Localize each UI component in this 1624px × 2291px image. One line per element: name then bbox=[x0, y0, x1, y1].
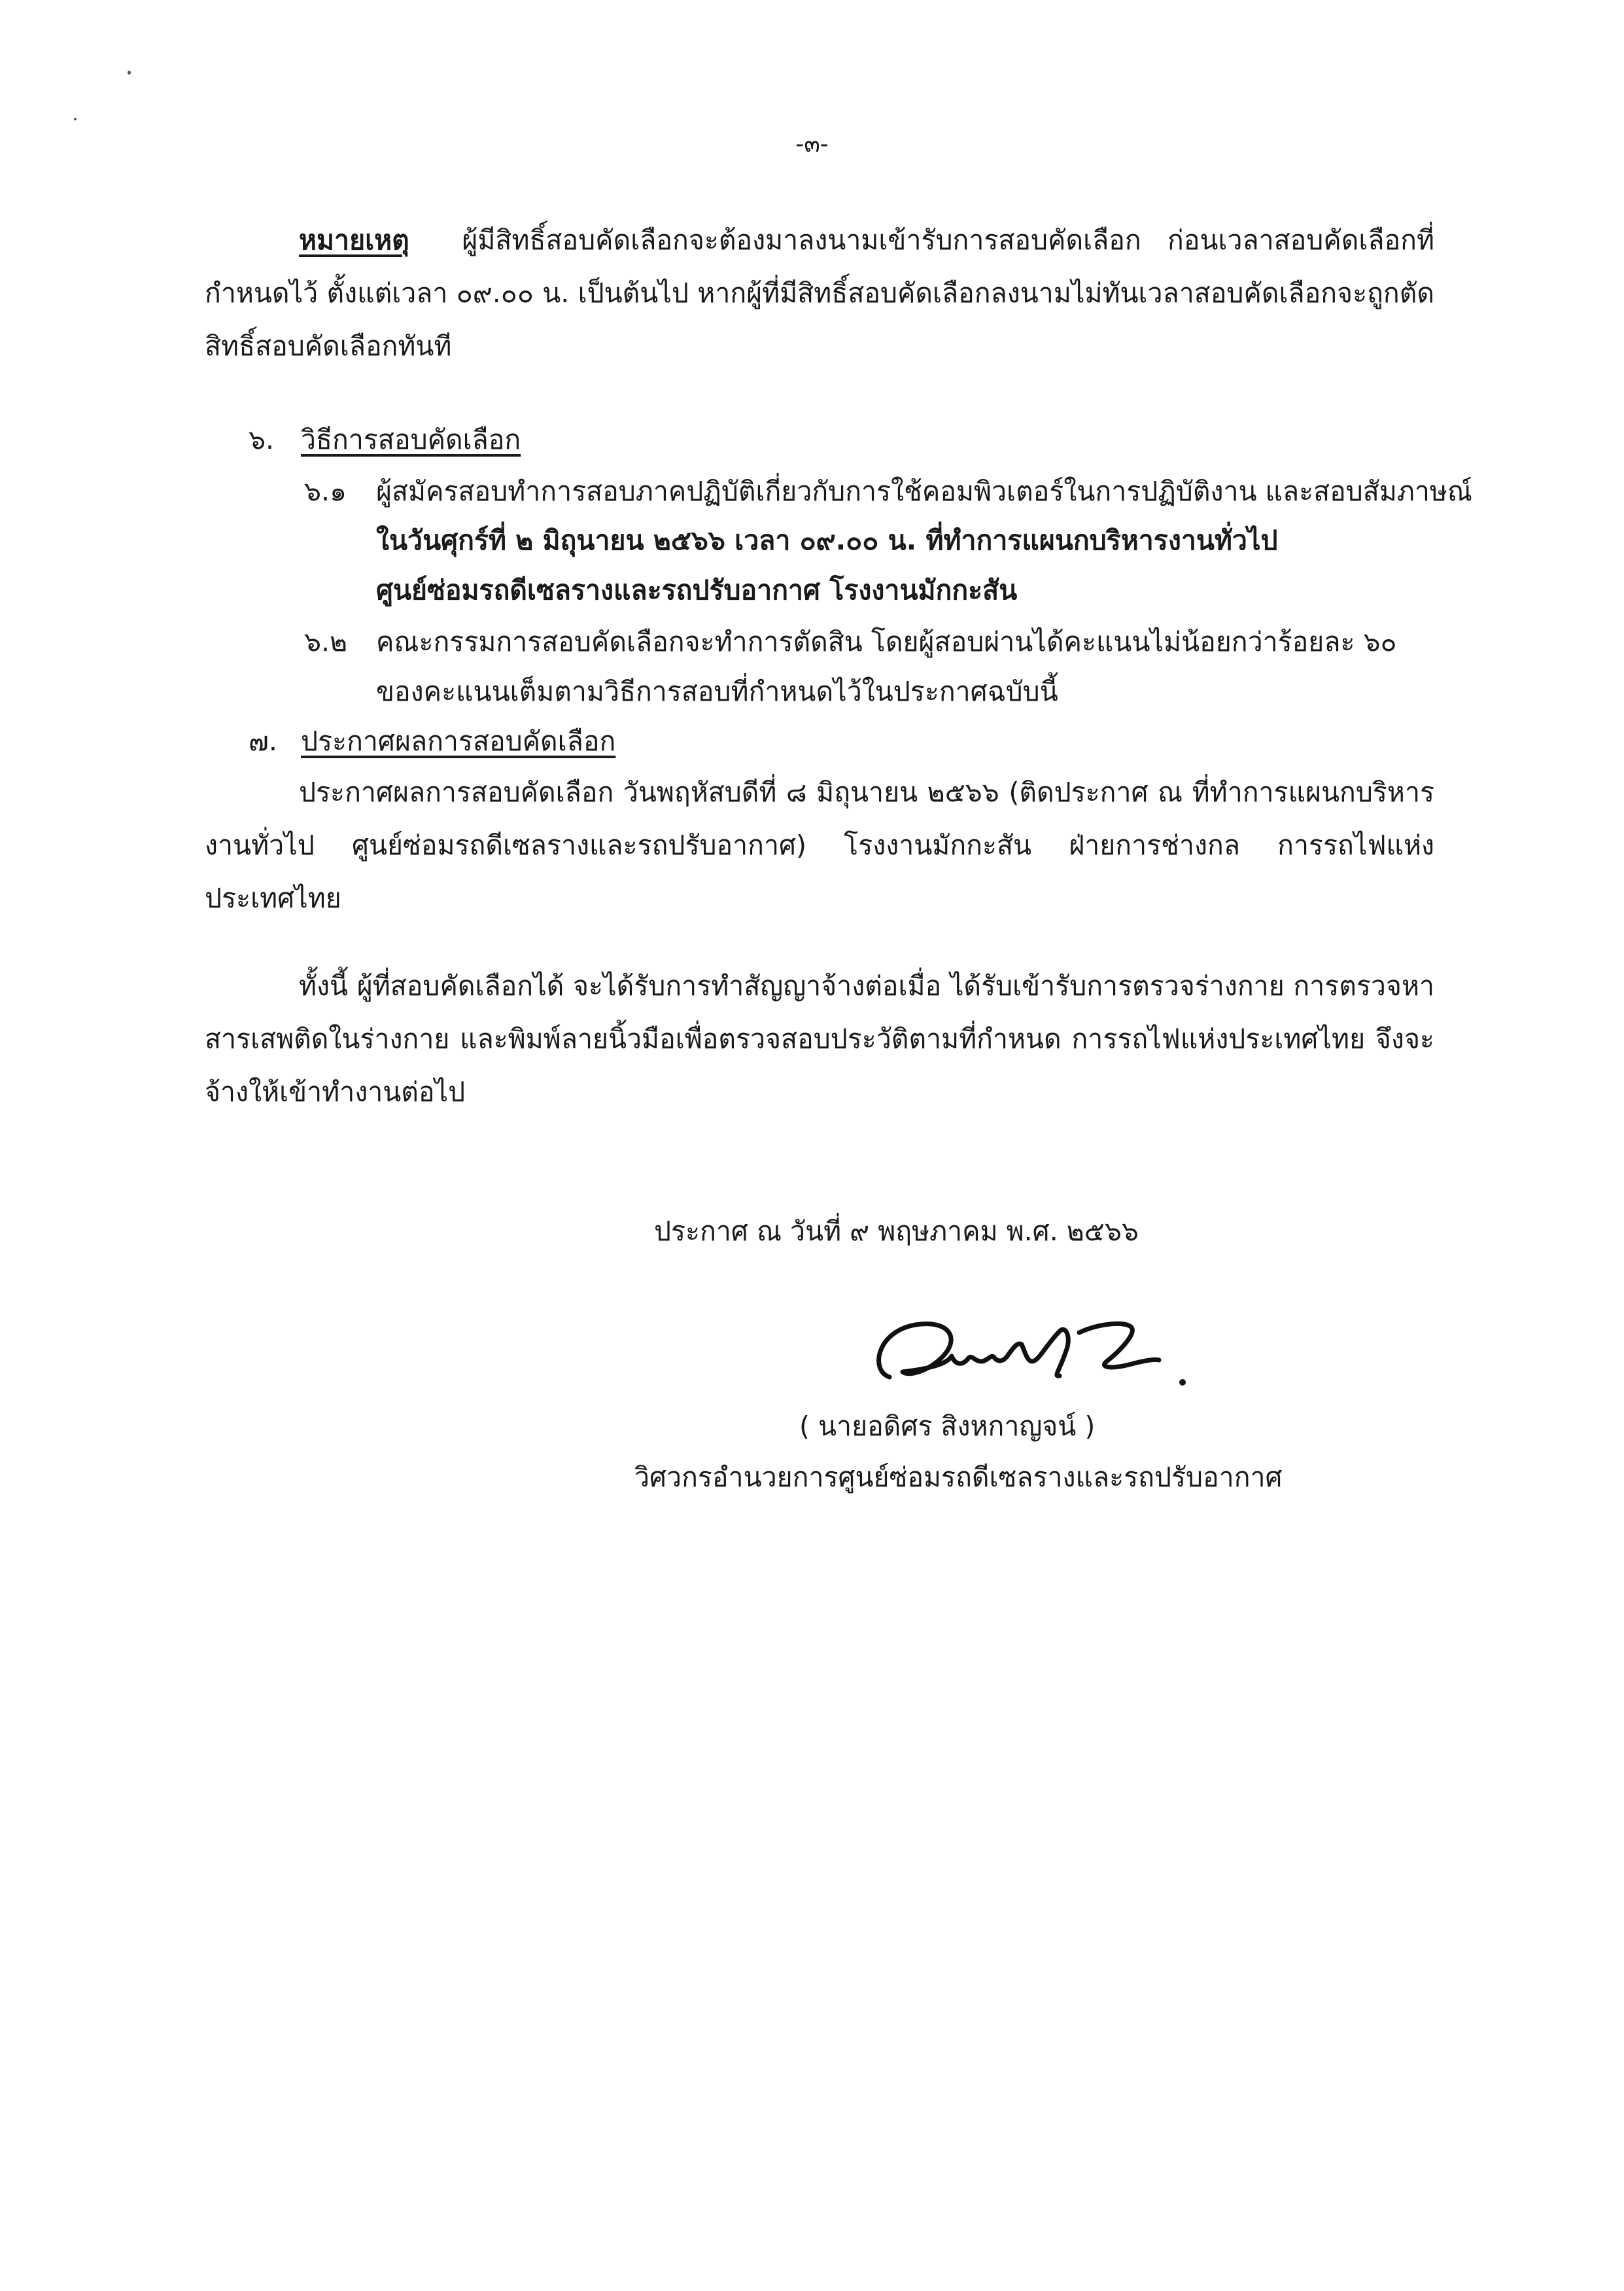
item-6-1 bbox=[304, 465, 1472, 518]
note-paragraph bbox=[205, 214, 1434, 373]
item-6-1-text: ผู้สมัครสอบทำการสอบภาคปฏิบัติเกี่ยวกับการใช้คอมพิวเตอร์ในการปฏิบัติงาน และสอบสัมภาษณ์ bbox=[376, 476, 1472, 507]
section-7-text: ประกาศผลการสอบคัดเลือก วันพฤหัสบดีที่ ๘ มิถุนายน ๒๕๖๖ (ติดประกาศ ณ ที่ทำการแผนกบริหารงานทั่วไป ศูนย์ซ่อมรถดีเซลรางและรถปรับอากาศ) โรงงานมักกะสัน ฝ่ายการช่างกล การรถไฟแห่งประเทศไทย bbox=[205, 777, 1434, 914]
section-7-heading bbox=[249, 715, 615, 768]
section-6-number: ๖. bbox=[249, 424, 275, 455]
section-7-title: ประกาศผลการสอบคัดเลือก bbox=[301, 726, 616, 757]
page-number: -๓- bbox=[795, 131, 829, 158]
section-7-paragraph bbox=[205, 766, 1434, 925]
section-7-number: ๗. bbox=[249, 726, 277, 757]
handwritten-signature bbox=[863, 1299, 1203, 1410]
section-6-heading bbox=[249, 413, 521, 466]
scan-speck bbox=[74, 118, 77, 120]
section-6-title: วิธีการสอบคัดเลือก bbox=[301, 424, 521, 455]
item-6-2-line2: ของคะแนนเต็มตามวิธีการสอบที่กำหนดไว้ในประกาศฉบับนี้ bbox=[376, 676, 1058, 707]
scan-speck bbox=[128, 71, 131, 75]
closing-text: ทั้งนี้ ผู้ที่สอบคัดเลือกได้ จะได้รับการทำสัญญาจ้างต่อเมื่อ ได้รับเข้ารับการตรวจร่างกาย การตรวจหาสารเสพติดในร่างกาย และพิมพ์ลายนิ้วมือเพื่อตรวจสอบประวัติตามที่กำหนด การรถไฟแห่งประเทศไทย จึงจะจ้างให้เข้าทำงานต่อไป bbox=[205, 970, 1434, 1108]
note-label: หมายเหตุ bbox=[299, 224, 409, 256]
item-6-1-venue: ศูนย์ซ่อมรถดีเซลรางและรถปรับอากาศ โรงงานมักกะสัน bbox=[376, 574, 1018, 606]
item-6-2 bbox=[304, 616, 1397, 669]
closing-paragraph bbox=[205, 960, 1434, 1119]
item-6-2-text: คณะกรรมการสอบคัดเลือกจะทำการตัดสิน โดยผู้สอบผ่านได้คะแนนไม่น้อยกว่าร้อยละ ๖๐ bbox=[376, 626, 1397, 657]
signer-name: ( นายอดิศร สิงหกาญจน์ ) bbox=[799, 1410, 1096, 1442]
signer-title: วิศวกรอำนวยการศูนย์ซ่อมรถดีเซลรางและรถปรับอากาศ bbox=[634, 1461, 1283, 1493]
announcement-date: ประกาศ ณ วันที่ ๙ พฤษภาคม พ.ศ. ๒๕๖๖ bbox=[654, 1215, 1139, 1247]
note-text: ผู้มีสิทธิ์สอบคัดเลือกจะต้องมาลงนามเข้ารับการสอบคัดเลือก ก่อนเวลาสอบคัดเลือกที่กำหนดไว้ ตั้งแต่เวลา ๐๙.๐๐ น. เป็นต้นไป หากผู้ที่มีสิทธิ์สอบคัดเลือกลงนามไม่ทันเวลาสอบคัดเลือกจะถูกตัดสิทธิ์สอบคัดเลือกทันที bbox=[205, 224, 1434, 362]
item-6-2-number: ๖.๒ bbox=[304, 626, 348, 657]
item-6-1-number: ๖.๑ bbox=[304, 476, 347, 507]
item-6-1-schedule: ในวันศุกร์ที่ ๒ มิถุนายน ๒๕๖๖ เวลา ๐๙.๐๐ น. ที่ทำการแผนกบริหารงานทั่วไป bbox=[376, 525, 1278, 556]
